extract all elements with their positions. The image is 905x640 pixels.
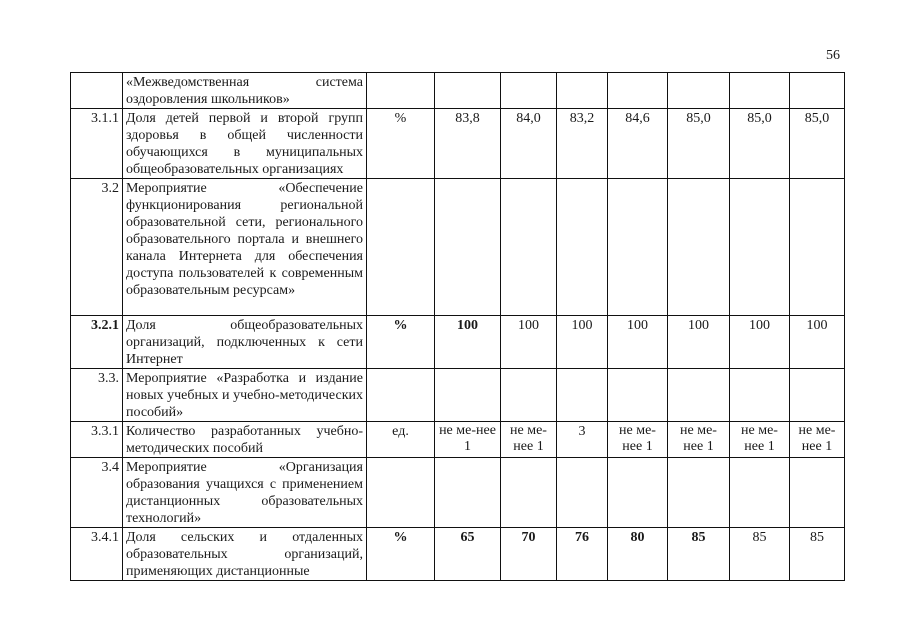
value-cell bbox=[790, 369, 845, 422]
row-number: 3.2.1 bbox=[71, 316, 123, 369]
row-description: Доля детей первой и второй групп здоровья в общей численности обучающихся в муниципальных общеобразовательных организациях bbox=[123, 109, 367, 179]
row-unit bbox=[367, 73, 435, 109]
value-cell: 70 bbox=[501, 528, 557, 581]
value-cell bbox=[730, 73, 790, 109]
table-body bbox=[71, 73, 845, 581]
row-description: Доля общеобразовательных организаций, подключенных к сети Интернет bbox=[123, 316, 367, 369]
row-unit: ед. bbox=[367, 422, 435, 458]
value-cell bbox=[557, 458, 608, 528]
value-cell bbox=[557, 179, 608, 316]
row-number: 3.4 bbox=[71, 458, 123, 528]
table-row bbox=[71, 458, 845, 528]
row-number: 3.1.1 bbox=[71, 109, 123, 179]
value-cell bbox=[557, 369, 608, 422]
table-row bbox=[71, 73, 845, 109]
value-cell bbox=[501, 369, 557, 422]
row-description: Доля сельских и отдаленных образовательных организаций, применяющих дистанционные bbox=[123, 528, 367, 581]
value-cell bbox=[501, 179, 557, 316]
table-row bbox=[71, 179, 845, 316]
value-cell: 85,0 bbox=[668, 109, 730, 179]
value-cell: не ме-нее 1 bbox=[668, 422, 730, 458]
value-cell bbox=[557, 73, 608, 109]
value-cell: 100 bbox=[608, 316, 668, 369]
row-description: Количество разработанных учебно-методических пособий bbox=[123, 422, 367, 458]
row-number: 3.3.1 bbox=[71, 422, 123, 458]
value-cell: 85,0 bbox=[730, 109, 790, 179]
row-number bbox=[71, 73, 123, 109]
row-unit: % bbox=[367, 316, 435, 369]
row-number: 3.4.1 bbox=[71, 528, 123, 581]
row-description: «Межведомственная система оздоровления школьников» bbox=[123, 73, 367, 109]
page-number: 56 bbox=[826, 48, 840, 63]
row-unit: % bbox=[367, 528, 435, 581]
row-unit bbox=[367, 369, 435, 422]
value-cell: 80 bbox=[608, 528, 668, 581]
value-cell bbox=[435, 458, 501, 528]
value-cell bbox=[730, 179, 790, 316]
value-cell: не ме-нее 1 bbox=[501, 422, 557, 458]
value-cell bbox=[668, 73, 730, 109]
value-cell: 100 bbox=[790, 316, 845, 369]
row-unit bbox=[367, 179, 435, 316]
value-cell bbox=[435, 179, 501, 316]
value-cell bbox=[790, 73, 845, 109]
value-cell: 85 bbox=[730, 528, 790, 581]
value-cell: 100 bbox=[668, 316, 730, 369]
value-cell: 100 bbox=[557, 316, 608, 369]
value-cell bbox=[668, 458, 730, 528]
value-cell: 76 bbox=[557, 528, 608, 581]
row-unit bbox=[367, 458, 435, 528]
value-cell bbox=[608, 369, 668, 422]
value-cell: 83,2 bbox=[557, 109, 608, 179]
row-description: Мероприятие «Организация образования учащихся с применением дистанционных образовательных технологий» bbox=[123, 458, 367, 528]
table-row bbox=[71, 528, 845, 581]
value-cell: не ме-нее 1 bbox=[730, 422, 790, 458]
table-row bbox=[71, 109, 845, 179]
value-cell bbox=[435, 73, 501, 109]
value-cell bbox=[501, 458, 557, 528]
value-cell bbox=[608, 458, 668, 528]
value-cell bbox=[608, 73, 668, 109]
value-cell: 100 bbox=[501, 316, 557, 369]
table-row bbox=[71, 422, 845, 458]
value-cell bbox=[608, 179, 668, 316]
value-cell: 84,6 bbox=[608, 109, 668, 179]
value-cell: 100 bbox=[435, 316, 501, 369]
value-cell: не ме-нее 1 bbox=[790, 422, 845, 458]
value-cell bbox=[435, 369, 501, 422]
row-number: 3.2 bbox=[71, 179, 123, 316]
value-cell: 85 bbox=[668, 528, 730, 581]
value-cell: 84,0 bbox=[501, 109, 557, 179]
value-cell: 83,8 bbox=[435, 109, 501, 179]
value-cell: не ме-нее 1 bbox=[608, 422, 668, 458]
value-cell bbox=[501, 73, 557, 109]
value-cell: 85 bbox=[790, 528, 845, 581]
value-cell bbox=[730, 369, 790, 422]
value-cell bbox=[790, 458, 845, 528]
value-cell: 65 bbox=[435, 528, 501, 581]
row-description: Мероприятие «Обеспечение функционирования региональной образовательной сети, регионального образовательного портала и внешнего канала Интернета для обеспечения доступа пользователей к современным образовательным ресурсам» bbox=[123, 179, 367, 316]
value-cell: 85,0 bbox=[790, 109, 845, 179]
row-description: Мероприятие «Разработка и издание новых учебных и учебно-методических пособий» bbox=[123, 369, 367, 422]
table-row bbox=[71, 369, 845, 422]
value-cell: 3 bbox=[557, 422, 608, 458]
value-cell bbox=[790, 179, 845, 316]
value-cell bbox=[730, 458, 790, 528]
row-number: 3.3. bbox=[71, 369, 123, 422]
row-unit: % bbox=[367, 109, 435, 179]
indicators-table bbox=[70, 72, 845, 581]
value-cell bbox=[668, 179, 730, 316]
value-cell bbox=[668, 369, 730, 422]
value-cell: не ме-нее 1 bbox=[435, 422, 501, 458]
value-cell: 100 bbox=[730, 316, 790, 369]
table-row bbox=[71, 316, 845, 369]
